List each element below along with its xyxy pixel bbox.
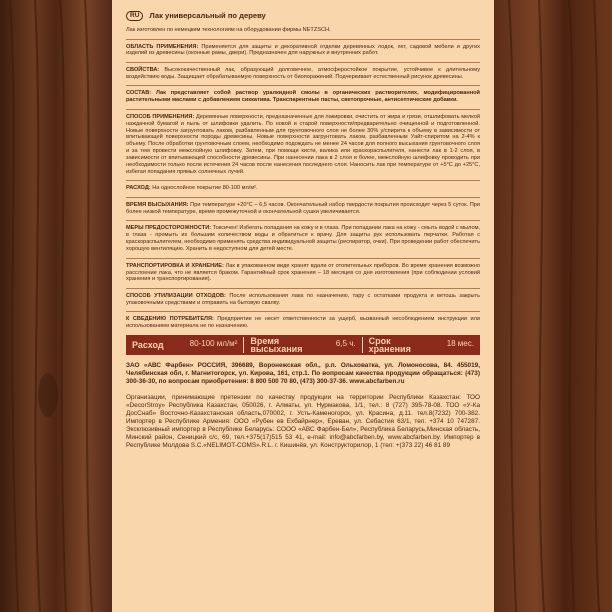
spec-shelf-life: Срок хранения 18 мес.: [368, 335, 474, 354]
spec-consumption: Расход 80-100 мл/м²: [132, 339, 238, 350]
divider: [126, 109, 480, 110]
divider: [126, 62, 480, 63]
specs-bar: [126, 335, 480, 355]
section-drying: ВРЕМЯ ВЫСЫХАНИЯ: При температуре +20°С – 6,5 часов. Окончательный набор твердости покрытия происходит через 5 суток. При более низкой температуре, время промежуточной и окончательной сушки увеличивается.: [126, 201, 480, 215]
importers-info: Организации, принимающие претензии по качеству продукции на территории Республики Казахстан: ТОО «DecorStroy» Республика Казахстан, 050026, г. Алматы, ул. Нурмакова, 1/1, тел.: 8 (727) 395-78-08. ТОО «У-Ка ДосСнаб» Восточно-Казахстанская область,070002, г. Усть-Каменогорск, ул. Красина, д.11. тел.8(7232) 700-382. Импортер в Республике Армения: ООО «Рубен ев Ехбайрнер», Ереван, ул. Себастия 63/1, тел. +374 10 747287. Эксклюзивный импортер в Республике Беларусь: СООО «АВС Фарбен-Бел», Республика Беларусь,Минская область, Минский район, Сеницкий с/с, 69, тел.+375(17)515 53 41, e-mail: info@abcfarben.by, www.abcfarben.by. Импортер в Республике Молдова S.C.«NELIMOT-COMS».R.L. г. Кишинёв, ул. Конструкторилор, 1 (тел: +(373 22) 46 81 89: [126, 393, 480, 450]
section-precautions: МЕРЫ ПРЕДОСТОРОЖНОСТИ: Токсичен! Избегать попадания на кожу и в глаза. При попадании лака на кожу - смыть водой с мылом, в глаза - промыть их большим количеством воды и обратиться к врачу. Для защиты рук использовать перчатки. Работая с краскораспылителем, необходимо применять средства индивидуальной защиты (респиратор, очки). При проведении работ обеспечить хорошую вентиляцию. Хранить в недоступном для детей месте.: [126, 225, 480, 253]
divider: [126, 311, 480, 312]
divider: [126, 220, 480, 221]
section-properties: СВОЙСТВА: Высококачественный лак, образующий долговечное, атмосферостойкое покрытие, устойчивое к длительному воздействию воды. Защищает обрабатываемую поверхность от биопоражений. Подчеркивает естественный рисунок древесины.: [126, 66, 480, 80]
language-badge: RU: [126, 11, 143, 21]
product-label: [112, 0, 494, 612]
label-header: [126, 11, 480, 21]
section-composition: СОСТАВ: Лак представляет собой раствор уралкидной смолы в органических растворителях, модифицированной растительными маслами с добавлением сиккатива. Транспарентные пасты, светопрочные, антисептические добавки.: [126, 90, 480, 104]
section-usage: СПОСОБ ПРИМЕНЕНИЯ: Деревянные поверхности, предназначенные для лакировки, очистить от жира и грязи, отшлифовать мелкой наждачной бумагой и пыль от шлифовки удалить. По новой и старой поверхности/предварительно очищенной и подготовленной. Новые поверхности загрунтовать лаком, разбавленным для грунтовочного слоя не более 30% у/спирита к объему в зависимости от впитывающей поверхности породы древесины. Новые поверхности загрунтовать лаком, разбавленным Уайт-спиритом на 2-4% к объему. После обработки грунтовочным слоем, необходимо подождать не менее 24 часов для полного высыхания грунтовочного слоя и за тем провести межслойную шлифовку. Затем, при помощи кисти, валика или краскораспылителя, нанести лак в 1-2 слоя, в зависимости от впитывающей способности древесины. При нанесении лака в 2 слоя и более, межслойную шлифовку проводить при необходимости только после истечения 24 часов после нанесения последнего слоя. Наносить лак при температуре от +5°С до +25°С, избегая попадания прямых солнечных лучей.: [126, 113, 480, 175]
section-notice: К СВЕДЕНИЮ ПОТРЕБИТЕЛЯ: Предприятие не несет ответственности за ущерб, вызванный несоблюдением инструкции или использованием материала не по назначению.: [126, 316, 480, 330]
intro-text: Лак изготовлен по немецким технологиям на оборудовании фирмы NETZSCH.: [126, 27, 331, 33]
divider: [126, 197, 480, 198]
section-transport: ТРАНСПОРТИРОВКА И ХРАНЕНИЕ: Лак в упакованном виде хранят вдали от отопительных приборов. Во время хранения возможно расслоение лака, что не является браком. Гарантийный срок хранения – 18 месяцев со дня изготовления (при соблюдении условий хранения и транспортирования).: [126, 262, 480, 283]
product-title: Лак универсальный по дереву: [149, 10, 266, 20]
divider: [126, 39, 480, 40]
divider: [126, 85, 480, 86]
section-application: ОБЛАСТЬ ПРИМЕНЕНИЯ: Применяется для защиты и декоративной отделки деревянных лодок, яхт, садовой мебели и других изделий из древесины (оконные рамы, двери). Предназначен для наружных и внутренних работ.: [126, 43, 480, 57]
manufacturer-info: ЗАО «АВС Фарбен» РОССИЯ, 396689, Воронежская обл., р.п. Ольховатка, ул. Ломоносова, 84. 455019, Челябинская обл, г. Магнитогорск, ул. Кирова, 161, стр.1. По вопросам качества продукции обращаться: (473) 300-36-30, по вопросам приобретения: 8 800 500 70 80, (473) 300-37-36. www.abcfarben.ru: [126, 361, 480, 385]
divider: [126, 258, 480, 259]
divider: [126, 288, 480, 289]
section-disposal: СПОСОБ УТИЛИЗАЦИИ ОТХОДОВ: После использования лака по назначению, тару с остатками продукта и ветошь закрыть упаковочными средствами и отправить на бытовую свалку.: [126, 292, 480, 306]
section-consumption: РАСХОД: На однослойное покрытие 80-100 мл/м².: [126, 185, 258, 192]
spec-drying: Время высыхания 6,5 ч.: [250, 335, 356, 354]
wood-background-left: [0, 0, 112, 612]
wood-background-right: [494, 0, 612, 612]
divider: [126, 180, 480, 181]
